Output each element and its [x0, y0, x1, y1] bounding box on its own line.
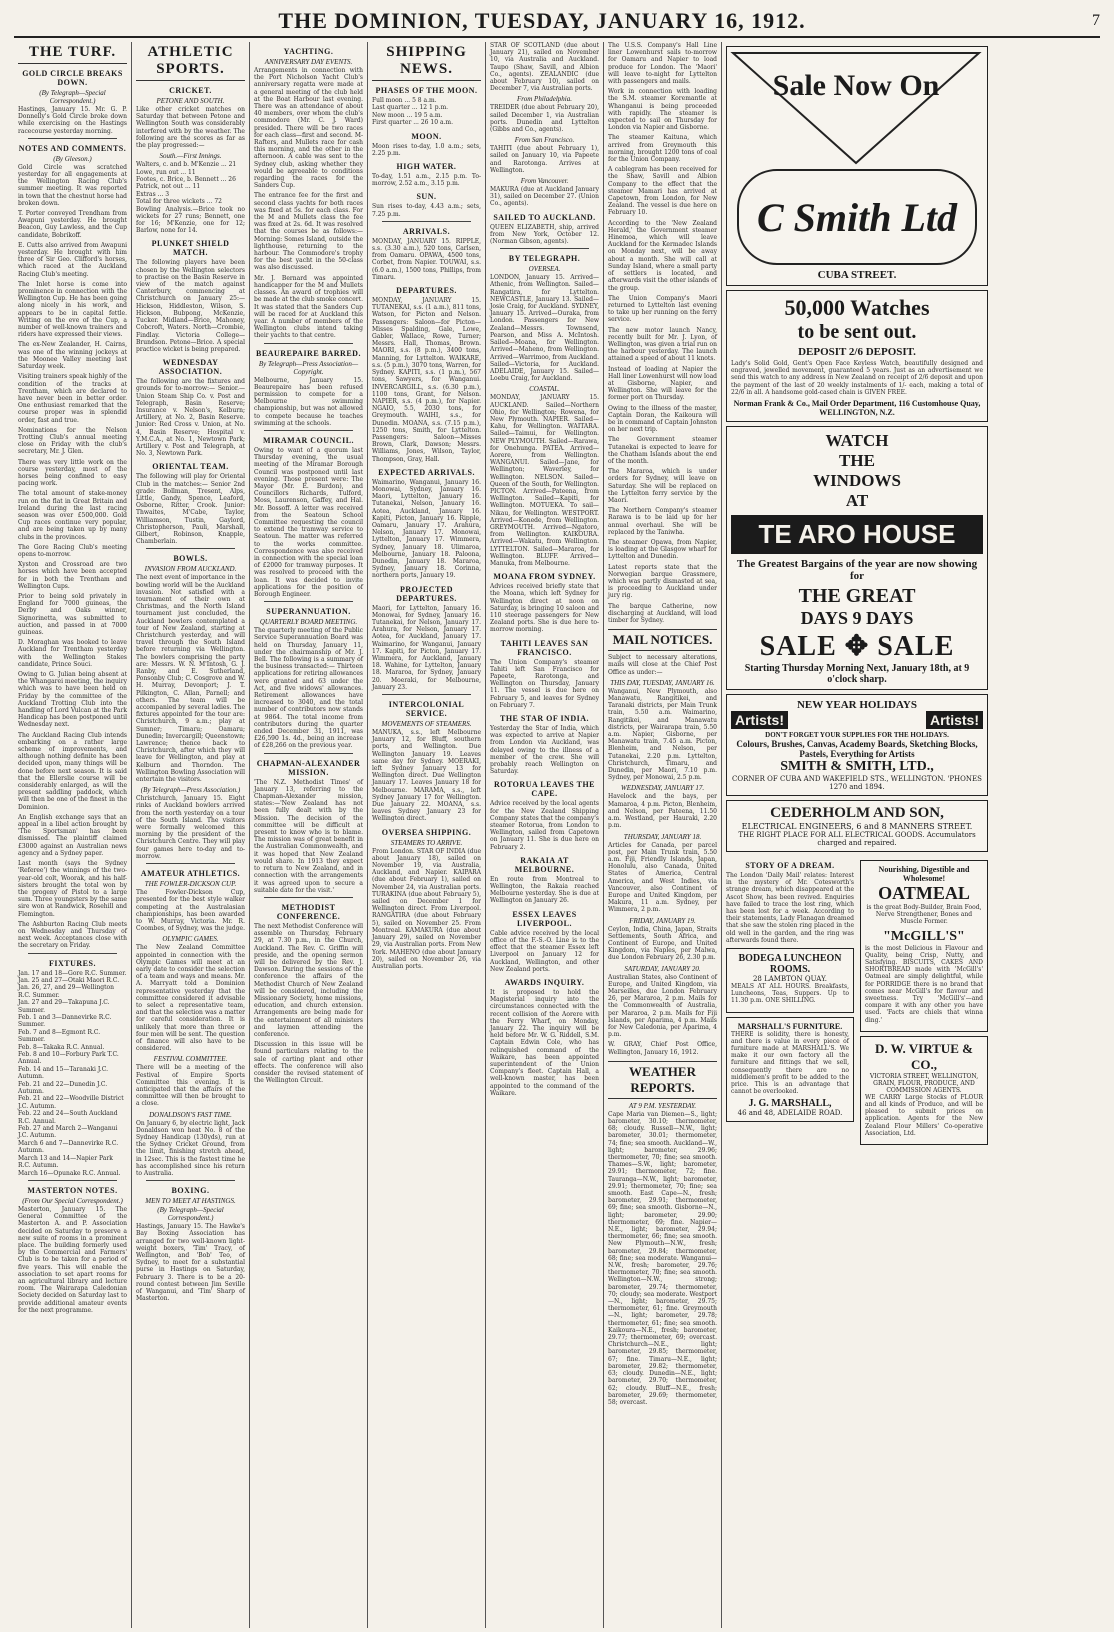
list-item: Feb. 7 and 8—Egmont R.C. Summer. — [18, 1028, 101, 1044]
divider — [264, 897, 353, 898]
headline-wednesday: WEDNESDAY ASSOCIATION. — [158, 358, 223, 377]
ad-artists — [726, 694, 988, 796]
list-item: Feb. 22 and 24—South Auckland R.C. Annual. — [18, 1110, 118, 1125]
artists-left: Artists! — [731, 711, 788, 729]
article-text: Christchurch, January 15. Eight rinks of Auckland bowlers arrived from the north yesterday on a tour of the South Island. The visitors were formally welcomed this morning by the president of the Christchurch Centre. They will play four games here to-day and to-morrow. — [136, 795, 245, 860]
headline-bowls: BOWLS. — [173, 554, 208, 564]
headline-rotorua: ROTORUA LEAVES THE CAPE. — [493, 780, 596, 799]
article-text: A cablegram has been received for the Shaw, Savill and Albion Company to the effect that the steamer Mamari has arrived at Capetown, from London, for New Zealand. The vessel is due here on February 10. — [608, 166, 717, 217]
headline-expected: EXPECTED ARRIVALS. — [378, 467, 475, 477]
oatmeal-text: is the great Body-Builder, Brain Food, Nerve Strengthener, Bones and Muscle Former. — [866, 904, 982, 926]
ad-subcolumn-right — [860, 856, 988, 1149]
article-text: The steamer Kaituna, which arrived from Greymouth this morning, brought 1200 tons of coal for the Union Company. — [608, 134, 717, 164]
headline-departures: DEPARTURES. — [396, 286, 457, 296]
headline-arrivals: ARRIVALS. — [402, 226, 451, 236]
article-text: Moon rises to-day, 1.0 a.m.; sets, 2.25 p.m. — [372, 142, 481, 157]
article-text: Owing to G. Julian being absent at the Whangarei meeting, the inquiry which was to have been held on Friday by the committee of the Auckland Trotting Club into the handling of Lord Vulcan at the Park Handicap has been postponed until Wednesday next. — [18, 671, 127, 729]
article-text: The next event of importance in the bowling world will be the Auckland invasion. Not satisfied with a tournament of their own at Christmas, and the North Island tournament just concluded, the Auckland bowlers contemplated a tour of New Zealand, starting at Christchurch yesterday, and will travel through the South Island before returning via Wellington. The bowlers comprising the party are: Messrs. W. N. M'Intosh, G. J. Ranby, and E. Sutherland, Ponsonby Club; C. Cosgrove and W. H. Murray, Devonport; J. T. Pilkington, C. Allan, Parnell; and others. The team will be accompanied by several ladies. The fixtures appointed for the tour are: Christchurch, 9 a.m.; play at Sumner; Timaru; Oamaru; Dunedin; Invercargill; Queenstown; Lawrence; thence back to Christchurch, after which they will leave for Wellington, and play at Kelburn and Thorndon. The Wellington Bowling Association will entertain the visitors. — [136, 574, 245, 784]
list-item: Jan. 17 and 18—Gore R.C. Summer. — [18, 969, 127, 977]
subheadline: ANNIVERSARY DAY EVENTS. — [264, 58, 353, 66]
section-title-shipping: SHIPPING NEWS. — [372, 44, 481, 81]
article-text: The next Methodist Conference will assemble on Thursday, February 29, at 7.30 p.m., in the Church, Auckland. The Rev. C. Griffin will preside, and the opening sermon will be delivered by the Rev. J. Dawson. During the sessions of the conference the affairs of the Methodist Church of New Zealand will be considered, including the Missionary Society, home missions, education, and church extension. Arrangements are being made for the entertainment of all ministers and laymen attending the conference. — [254, 922, 364, 1038]
smith-logo-text: C Smith Ltd — [756, 194, 958, 240]
sale-sale: SALE ✥ SALE — [759, 631, 955, 663]
article-text: MANUKA, s.s., left Melbourne January 12, for Bluff, southern ports, and Wellington. Due Wellington January 19. Leaves same day for Sydney. MOERAKI, left Sydney January 13 for Wellington direct. Due Wellington January 17. Leaves January 18 for Melbourne. MARAMA, s.s., left Sydney January 17 for Wellington. Due January 22. MOANA, s.s. leaves Sydney January 23 for Wellington direct. — [372, 729, 481, 823]
article-text: The Union Company's Maori returned to Lyttelton last evening to take up her running on the ferry service. — [608, 294, 717, 324]
divider — [28, 1180, 117, 1181]
list-item: First quarter ... 26 10 a.m. — [372, 119, 454, 127]
headline-moana: MOANA FROM SYDNEY. — [493, 572, 596, 582]
column-shipping-cont — [486, 42, 604, 1628]
bodega-address: 28 LAMBTON QUAY. — [752, 975, 828, 984]
article-text: D. Moraghan was booked to leave Auckland for Trentham yesterday with the Wellington Stakes candidate, Prince Souci. — [18, 639, 127, 668]
divider — [146, 1180, 235, 1181]
article-text: The Government steamer Tutanekai is expected to leave for the Chatham Islands about the end of the month. — [608, 436, 717, 465]
article-text: Advices received briefly state that the Moana, which left Sydney for Wellington direct at noon on Saturday, is bringing 10 saloon and 110 steerage passengers for New Zealand ports. She is due here to-morrow morning. — [490, 583, 599, 634]
cederholm-text2: THE RIGHT PLACE FOR ALL ELECTRICAL GOODS. Accumulators charged and repaired. — [738, 831, 976, 848]
ad-oatmeal — [860, 860, 988, 1032]
weather-title: WEATHER REPORTS. — [608, 1061, 717, 1099]
article-text: The barque Catherine, now discharging at Auckland, will load timber for Sydney. — [608, 602, 717, 625]
subheadline: QUARTERLY BOARD MEETING. — [259, 618, 358, 627]
article-text: MONDAY, JANUARY 15. TUTANEKAI, s.s. (1 a.m.), 811 tons, Watson, for Picton and Nelson. Passengers: Saloon—for Picton—Misses Spalding, Gale, Lowe, Gabler, Wallace, Rowe, Turner; Messrs. Hall, Thomas, Brown. MAORI, s.s. (8 p.m.), 3400 tons, Manning, for Lyttelton. WAIKARE, s.s. (5 p.m.), 3070 tons, Warren, for Sydney. KAPITI, s.s. (1 p.m.), 567 tons, Sawyers, for Wanganui. INVERCARGILL, s.s. (6.30 p.m.), 1100 tons, Grant, for Nelson. NAPIER, s.s. (4 p.m.), for Napier. NGAIO, 5.5, 2030 tons, for Greymouth. WAIHI, s.s., for Dunedin. MOANA, s.s. (7.15 p.m.), 1250 tons, Smith, for Lyttelton. Passengers: Saloon—Misses Brown, Clark, Dawson; Messrs. Williams, Jones, Wilson, Taylor, Thompson, Gray, Hall. — [372, 297, 481, 463]
subheadline: OLYMPIC GAMES. — [162, 935, 219, 944]
article-text: STAR OF SCOTLAND (due about January 21), sailed on November 10, via Australia and Auckland. Taupo (Shaw, Savill, and Albion Co., agents). ZEALANDIC (due about February 10), sailed on December 7, via Australian ports. — [490, 42, 599, 93]
article-text: Yesterday the Star of India, which was expected to arrive at Napier from London via Auckland, was delayed owing to the illness of a member of the crew. She will probably reach Wellington on Saturday. — [490, 725, 599, 776]
cederholm-firm: CEDERHOLM AND SON, — [770, 805, 944, 822]
ad-marshall — [726, 1017, 854, 1123]
score-line: Total for three wickets ... 72 — [136, 198, 222, 206]
smith-smith-firm: SMITH & SMITH, LTD., — [780, 759, 934, 775]
divider — [264, 343, 353, 344]
article-text: Nominations for the Nelson Trotting Club's annual meeting close on Friday with the club's secretary, Mr. J. Glen. — [18, 426, 127, 456]
subheadline: COASTAL. — [529, 385, 560, 394]
section-title-turf: THE TURF. — [18, 44, 127, 64]
ad-smith-sale — [726, 46, 988, 286]
subheadline: From Vancouver. — [520, 177, 569, 186]
column-turf — [14, 42, 132, 1628]
mail-notices-title: MAIL NOTICES. — [608, 629, 717, 651]
article-text: Sun rises to-day, 4.43 a.m.; sets, 7.25 p.m. — [372, 203, 481, 218]
article-text: From London. STAR OF INDIA (due about January 18), sailed on November 19, via Australia, Auckland, and Napier. KAIPARA (due about February 1), sailed on November 24, via Australian ports. TURAKINA (due about February 5), sailed on December 1 for Wellington direct. From Liverpool. RANGATIRA (due about February 5), sailed on November 25. From Montreal. KAMAKURA (due about January 29), sailed on November 29, via Australian ports. From New York. MAHENO (due about January 20), sailed on November 26, via Australian ports. — [372, 847, 482, 970]
sale-banner — [727, 47, 987, 167]
headline-methodist: METHODIST CONFERENCE. — [276, 902, 341, 921]
article-text: The Fowler-Dickson Cup, presented for the best style walker competing at the Australasian championships, has been awarded to W. Murray, Victoria. Mr. R. Coombes, of Sydney, was the judge. — [136, 889, 245, 933]
headline-overseas: OVERSEA SHIPPING. — [381, 827, 472, 837]
watches-deposit: DEPOSIT 2/6 DEPOSIT. — [798, 346, 916, 358]
list-item: Full moon ... 5 8 a.m. — [372, 97, 437, 104]
article-text: Mr. J. Bernard was appointed handicapper for the M and Mullets classes. An award of trophies will be made at the club smoke concert. It was stated that the Sanders Cup will be raced for at Auckland this year. A number of members of the Wellington clubs intend taking their yachts to that centre. — [254, 274, 363, 340]
byline: (By Telegraph—Special Correspondent.) — [39, 89, 106, 105]
article-text: The following are the fixtures and grounds for to-morrow:— Senior.—Union Steam Ship Co. v. Post and Telegraph, Basin Reserve; Insurance v. Nelson's, Kelburn; Artillery, at No. 2, Basin Reserve. Junior: Red Cross v. Union, at No. 4, Basin Reserve; Hospital v. Y.M.C.A., at No. 1, Newtown Park; Artillery v. Post and Telegraph, at No. 3, Newtown Park. — [136, 378, 245, 458]
divider — [382, 221, 471, 222]
headline-tides: HIGH WATER. — [396, 162, 457, 172]
column-athletics — [132, 42, 250, 1628]
subheadline: INVASION FROM AUCKLAND. — [144, 565, 237, 574]
artists-reminder: DON'T FORGET YOUR SUPPLIES FOR THE HOLIDAYS. — [765, 731, 949, 740]
watches-firm: Norman Frank & Co., Mail Order Department, 116 Customhouse Quay, WELLINGTON, N.Z. — [733, 399, 981, 418]
article-text: The U.S.S. Company's Hall Line liner Lowenhurst sails to-morrow for Oamaru and Napier to load produce for London. The 'Maori' will leave to-night for Lyttelton with passengers and mails. — [608, 42, 717, 86]
artists-right: Artists! — [926, 711, 983, 729]
article-text: Arrangements in connection with the Port Nicholson Yacht Club's anniversary regatta were made at a general meeting of the club held at the Boat Harbour last evening. There was an attendance of about 40 members, over whom the club's commodore (Mr. C. J. Ward) presided. There will be two races for each class—first and second. M-Rafters, and Mullets race for cash this morning, and the other in the afternoon. A cable was sent to the Sydney club, asking whether they would be agreeable to conditions regarding the races for the Sanders Cup. — [254, 67, 363, 190]
subheadline: THURSDAY, JANUARY 18. — [623, 832, 702, 841]
headline-cricket: CRICKET. — [169, 86, 212, 95]
story-headline: STORY OF A DREAM. — [745, 861, 835, 871]
article-text: Prior to being sold privately in England for 7000 guineas, the Derby and Oaks winner, Signorinetta, was submitted to auction, and passed in at 7000 guineas. — [18, 592, 127, 636]
list-item: Feb. 8—Takaka R.C. Annual. — [18, 1043, 105, 1051]
score-list — [136, 161, 245, 205]
oatmeal-tagline: Nourishing, Digestible and Wholesome! — [878, 865, 970, 884]
byline: (By Telegraph—Press Association.) — [140, 786, 241, 795]
article-text: It is proposed to hold the Magisterial inquiry into the circumstances connected with the recent collision of the Aorere with the Ferry Wharf, on Monday, January 22. The inquiry will be held before Mr. W. G. Riddell, S.M. Captain Edwin Cole, who has relinquished command of the Waikare, has been appointed superintendent of the Union Company's fleet. Captain Hall, a well-known master, has been appointed to the command of the Waikare. — [490, 988, 599, 1097]
article-text: Hastings, January 15. Mr. G. P. Donnelly's Gold Circle broke down while exercising on the Hastings racecourse yesterday morning. — [18, 106, 127, 135]
article-text: To-day, 1.51 a.m., 2.15 p.m. To-morrow, 2.52 a.m., 3.15 p.m. — [372, 173, 481, 188]
subheadline: From Philadelphia. — [517, 95, 572, 104]
divider — [382, 694, 471, 695]
column-advertisements — [722, 42, 992, 1628]
article-text: Last month (says the Sydney 'Referee') the winnings of the two-year-old colt, Woorak, and his half-sisters brought the total won by the progeny of Pistol to a large sum. Three youngsters by the same sire won at Randwick, Rosehill and Flemington. — [18, 860, 127, 918]
headline-phases: PHASES OF THE MOON. — [375, 86, 478, 95]
mcgills-brand: "McGILL'S" — [883, 928, 965, 944]
headline-masterton: MASTERTON NOTES. — [27, 1185, 118, 1195]
headline-yachting: YACHTING. — [283, 47, 334, 56]
oatmeal-heading: OATMEAL — [878, 883, 970, 904]
headline-chapman: CHAPMAN-ALEXANDER MISSION. — [256, 758, 361, 777]
byline: (By Gleeson.) — [53, 154, 92, 163]
headline-sun: SUN. — [416, 192, 437, 202]
article-text: Owing to want of a quorum last Thursday evening, the usual meeting of the Miramar Borough Council was postponed until last evening. Those present were: The Mayor (Mr. E. Burdon), and Councillors Richards, Tulford, Moss, Laurenson, Gaffey, and Hal. Mr. Bossoff. A letter was received from the Seatoun School Committee requesting the council to extend the tramway service to Seatoun. The matter was referred to the works committee. Correspondence was also received in connection with the special loan of £2000 for tramway purposes. It was resolved to proceed with the loan. It was decided to invite applications for the position of Borough Engineer. — [254, 446, 363, 598]
article-text: The New Zealand Committee appointed in connection with the Olympic Games will meet at an early date to consider the selection of a team and ways and means. Mr. A. Marryatt told a Dominion representative yesterday that the committee considered it advisable to select a representative team, and that the selection was a matter for careful consideration. It is unlikely that more than three or four men will be sent. The question of finance will also have to be considered. — [136, 944, 245, 1053]
headline-rakaia: RAKAIA AT MELBOURNE. — [514, 855, 575, 874]
score-line: Walters, c. and b. M'Kenzie ... 21 — [136, 161, 237, 169]
article-text: Discussion in this issue will be found particulars relating to the sale of carting plant and other effects. The conference will also consider the revised statement of the Wellington Circuit. — [254, 1041, 363, 1085]
artists-row — [731, 711, 983, 729]
bodega-text: MEALS AT ALL HOURS. Breakfasts, Luncheons, Teas, Suppers. Up to 11.30 p.m. ONE SHILLING. — [731, 983, 849, 1005]
subheadline: SATURDAY, JANUARY 20. — [624, 964, 701, 973]
bargains-text: The Greatest Bargains of the year are now showing for — [736, 558, 978, 583]
list-item: Feb. 1 and 3—Dannevirke R.C. Summer. — [18, 1013, 112, 1029]
article-text: Latest reports state that the Norwegian barque Grassmere, which was partly dismasted at sea, is proceeding to Auckland under jury rig. — [608, 563, 717, 600]
article-text: MAKURA (due at Auckland January 31), sailed on December 27. (Union Co., agents). — [490, 186, 599, 208]
article-text: Instead of loading at Napier the Hall liner Lowenhurst will now load at Gisborne, Napier, and Wellington. She will leave for the former port on Thursday. — [608, 365, 717, 402]
list-item: New moon ... 19 5 a.m. — [372, 111, 443, 119]
divider — [28, 138, 117, 139]
subheadline: South.—First Innings. — [159, 152, 222, 161]
article-text: TREIDER (due about February 20), sailed December 1, via Australian ports. Dunedin and Lyttelton (Gibbs and Co., agents). — [490, 104, 599, 134]
watches-subheadline: to be sent out. — [797, 321, 917, 343]
article-text: The Auckland Racing Club intends embarking on a rather large scheme of improvements, and although nothing definite has been decided upon, many things will be done before next season. It is said that the Ellerslie course will be considerably enlarged, as will the present saddling paddock, which will then be one of the finest in the Dominion. — [18, 731, 127, 811]
list-item: March 16—Opunake R.C. Annual. — [18, 1169, 121, 1177]
article-text: The steamer Opawa, from Napier, is loading at the Glasgow wharf for Lyttelton and Dunedin. — [608, 539, 717, 561]
list-item: Jan. 25 and 27—Otaki Maori R.C. — [18, 976, 120, 984]
masthead — [14, 6, 1100, 38]
nine-days: DAYS 9 DAYS — [800, 608, 914, 629]
holidays-heading: NEW YEAR HOLIDAYS — [796, 699, 917, 712]
headline-star-of-india: THE STAR OF INDIA. — [499, 714, 589, 724]
article-text: The Ashburton Racing Club meets on Wednesday and Thursday of next week. Acceptances close with the secretary on Friday. — [18, 920, 127, 950]
article-text: Work in connection with loading the S.M. steamer Koremantle at Whanganui is being proceeded with rapidly. The steamer is expected to sail on Thursday for London via Napier and Gisborne. — [608, 88, 717, 132]
subheadline: From San Francisco. — [514, 136, 575, 145]
starting-text: Starting Thursday Morning Next, January 18th, at 9 o'clock sharp. — [744, 663, 970, 686]
ad-te-aro-house — [726, 426, 988, 690]
masthead-title: THE DOMINION, TUESDAY, JANUARY 16, 1912. — [278, 8, 806, 33]
article-text: TAHITI (due about February 1), sailed on January 10, via Papeete and Rarotonga. Arrives at Wellington. — [490, 145, 599, 174]
virtue-text: WE CARRY Large Stocks of FLOUR and all kinds of Produce, and will be pleased to submit prices on application. Agents for the New Zealand Flour Millers' Co-operative Association, Ltd. — [865, 1093, 983, 1137]
article-text: The Mararoa, which is under orders for Sydney, will leave on Saturday. She will be replaced on the Lyttelton ferry service by the Maori. — [608, 468, 717, 504]
headline-moon: MOON. — [411, 131, 442, 141]
article-text: Articles for Canada, per parcel post, per Main Trunk train, 5.50 a.m. Fiji, Friendly Islands, Japan, Honolulu, also Canada, United States of America, Central America, and West Indies, via Vancouver, also Continent of Europe and United Kingdom, per Makura, 11 a.m. Sydney, per Wimmera, 2 p.m. — [608, 841, 717, 914]
headline-oriental: ORIENTAL TEAM. — [152, 462, 229, 472]
article-text: Ceylon, India, China, Japan, Straits Settlements, South Africa, and Continent of Europe, and United Kingdom, via Naples, per Malwa, due London February 26, 2.30 p.m. — [608, 925, 717, 962]
list-item: Feb. 27 and March 2—Wanganui J.C. Autumn. — [18, 1125, 118, 1140]
article-text: Melbourne, January 15. Beaurepaire has been refused permission to compete for a Melbourne swimming championship, but was not allowed to compete because he teaches swimming at the schools. — [254, 376, 363, 427]
score-line: Patrick, not out ... 11 — [136, 183, 201, 191]
article-text: Wanganui, New Plymouth, also Manawatu, Rangitikei, and Taranaki districts, per Main Trunk train, 5.50 a.m. Waimarino, Rangitikei, and Manawatu districts, per Wairarapa train, 5.50 a.m. Napier, Gisborne, per Manawatu train, 7.45 a.m. Picton, Blenheim, and Nelson, per Tutanekai, 2.20 p.m. Lyttelton, Christchurch, Timaru, and Dunedin, per Maori, 7.10 p.m. Sydney, per Monowai, 2.5 p.m. — [608, 687, 717, 782]
article-text: There was very little work on the course yesterday, most of the horses being confined to easy pacing work. — [18, 458, 127, 488]
score-line: Lowe, run out ... 11 — [136, 168, 196, 176]
ad-bodega — [726, 948, 854, 1013]
headline-amateur: AMATEUR ATHLETICS. — [140, 869, 241, 879]
article-text: MONDAY, JANUARY 15. RIPPLE, s.s. (3.30 a.m.), 520 tons, Carlsen, from Oamaru. OPAWA, 4500 tons, Corbet, from Napier. TOUWAI, s.s. (6.0 a.m.), 1500 tons, Phillips, from Timaru. — [372, 237, 481, 281]
subheadline: THIS DAY, TUESDAY, JANUARY 16. — [610, 678, 715, 687]
smith-logo — [737, 169, 977, 265]
column-notes-mail — [604, 42, 722, 1628]
article-text: Xyston and Crossroad are two horses which have been accepted for in both the Trentham and Wellington Cups. — [18, 561, 127, 590]
article-text: Havelock and the bays, per Mamaroa, 4 p.m. Picton, Blenheim, and Nelson, per Pateena, 11.50 a.m. Westland, per Hauraki, 2.20 p.m. — [608, 793, 717, 830]
score-line: Extras ... 3 — [136, 190, 170, 198]
list-item: Feb. 21 and 22—Woodville District J.C. Autumn. — [18, 1095, 124, 1110]
column-shipping — [368, 42, 486, 1628]
subheadline: DONALDSON'S FAST TIME. — [149, 1110, 232, 1119]
marshall-address: 46 and 48, ADELAIDE ROAD. — [737, 1109, 843, 1118]
article-text: The new motor launch Nancy, recently built for Mr. J. Lyon, of Wellington, was given a trial run on the harbour yesterday. The launch attained a speed of about 11 knots. — [608, 326, 717, 363]
article-text: Advice received by the local agents for the New Zealand Shipping Company states that the company's steamer Rotorua, from London to Wellington, sailed from Capetown on January 11. She is due here on February 2. — [490, 800, 599, 851]
headline-miramar: MIRAMAR COUNCIL. — [262, 435, 355, 445]
article-text: The following will play for Oriental Club in the matches:— Senior 2nd grade: Bollman, Tresent, Alps, Little, Gandy, Spence, Leaford, Osborne, Ritter, Crook. Junior: Thwaites, M'Cabe, Taylor, Williamson, Tustin, Gaylord, Christopherson, Pauli, Marshall, Gilbert, Robinson, Knapple, Chamberlain. — [136, 473, 245, 546]
divider — [264, 601, 353, 602]
headline-gold-circle: GOLD CIRCLE BREAKS DOWN. — [22, 69, 123, 87]
subheadline: WEDNESDAY, JANUARY 17. — [620, 784, 705, 793]
article-text: Gold Circle was scratched yesterday for all engagements at the Wellington Racing Club's summer meeting. It was reported in town that the chestnut horse had broken down. — [18, 163, 128, 207]
the-great: THE GREAT — [798, 585, 916, 608]
cederholm-text: ELECTRICAL ENGINEERS, 6 and 8 MANNERS STREET. — [741, 822, 973, 832]
sale-now-on-text: Sale Now On — [772, 69, 940, 102]
article-text: The ex-New Zealander, H. Cairns, was one of the winning jockeys at the Moonee Valley meeting last Saturday week. — [18, 341, 127, 371]
article-text: Bowling Analysis.—Brice took no wickets for 27 runs; Bennett, one for 16; M'Kenzie, one for 12; Barlow, none for 14. — [136, 205, 245, 235]
watch-windows: WATCH THE WINDOWS AT — [813, 431, 901, 511]
article-text: On January 6, by electric light, Jack Donaldson won heat No. 8 of the Sydney Handicap (130yds), run at the Sydney Cricket Ground, from the limit, finishing stretch ahead, in 12sec. This is the fastest time he has accomplished since his return to Australia. — [136, 1119, 245, 1177]
article-text: The entrance fee for the first and second class yachts for both races was fixed at 5s. for each class. For the M and Mullets class the fee was fixed at 2s. 6d. It was resolved that the courses be as follows:—Morning: Somes Island, outside the lighthouse, returning to the harbour. The Commodore's trophy for the best yacht in the 50-class was also discussed. — [254, 192, 363, 272]
article-text: MONDAY, JANUARY 15. AUCKLAND. Sailed—Northern Ohio, for Wellington; Rowena, for New Plymouth. NAPIER. Sailed—Kahu, for Wellington. WAITARA. Sailed—Taimui, for Wellington. NEW PLYMOUTH. Sailed—Rarawa, for Onehunga. PATEA. Arrived—Aorere, from Wellington. WANGANUI. Sailed—Jane, for Wellington; Waverley, for Wellington. NELSON. Sailed—Queen of the South, for Wellington. PICTON. Arrived—Pateena, from Wellington. Sailed—Kapiti, for Wellington. MOTUEKA. To sail—Nikau, for Wellington. WESTPORT. Arrived—Konede, from Wellington. GREYMOUTH. Arrived—Ngatoro, from Wellington. KAIKOURA. Arrived—Wakatu, from Wellington. LYTTELTON. Sailed—Mararoa, for Wellington. BLUFF. Arrived—Manuka, from Melbourne. — [490, 394, 599, 567]
ad-subcolumn-left — [726, 856, 854, 1149]
article-text: Subject to necessary alterations, mails will close at the Chief Post Office as under:— — [608, 654, 717, 676]
divider — [146, 863, 235, 864]
article-text: An English exchange says that an appeal in a libel action brought by 'The Sportsman' has been dismissed. The plaintiff claimed £3000 against an Australian news agency and a Sydney paper. — [18, 813, 127, 857]
subheadline: MOVEMENTS OF STEAMERS. — [381, 720, 472, 729]
headline-notes: NOTES AND COMMENTS. — [18, 143, 127, 153]
list-item: Jan. 26, 27, and 29—Wellington R.C. Summer. — [18, 984, 114, 999]
section-title-athletics: ATHLETIC SPORTS. — [136, 44, 245, 81]
cuba-street: CUBA STREET. — [817, 269, 897, 281]
divider — [146, 548, 235, 549]
subheadline: PETONE AND SOUTH. — [156, 97, 225, 105]
article-text: The Gore Racing Club's meeting opens to-morrow. — [18, 543, 127, 558]
list-item: March 6 and 7—Dannevirke R.C. Autumn. — [18, 1139, 119, 1155]
subheadline: STEAMERS TO ARRIVE. — [390, 838, 463, 847]
watches-text: Lady's Solid Gold, Gent's Open Face Keyless Watch, beautifully designed and engraved, jewelled movement, guaranteed 5 years. Just as an advertisement we send this watch to any address in New Zealand on receipt of 2/6 deposit and upon the payment of the last of 20 weekly instalments of 1/- each, making a total of 22/6 in all. A handsome gold-cased chain is GIVEN FREE. — [731, 360, 983, 396]
article-text: W. GRAY, Chief Post Office, Wellington, January 16, 1912. — [608, 1041, 717, 1056]
subheadline: OVERSEA. — [528, 265, 561, 274]
article-text: The Inlet horse is come into prominence in connection with the Wellington Cup. He has been going along nicely in his work, and appears to be in capital fettle. Writing on the eve of the Cup, a number of well-known trainers and riders have expressed their views. — [18, 280, 127, 339]
byline: By Telegraph—Press Association—Copyright. — [258, 359, 359, 376]
headline-tahiti: TAHITI LEAVES SAN FRANCISCO. — [500, 638, 589, 657]
page-number: 7 — [1092, 12, 1100, 29]
article-text: LONDON, January 15. Arrived—Athenic, from Wellington. Sailed—Rangatira, for Lyttelton. NEWCASTLE, January 13. Sailed—Josie Craig, for Auckland. SYDNEY, January 15. Arrived—Ouraka, from London. Passengers for New Zealand—Messrs. Townsend, Pearson, and Miss A. McIntosh. Sailed—Moana, for Wellington. Arrived—Maheno, from Wellington. Arrived—Warrimoo, from Auckland. Sailed—Victoria, for Auckland. ADELAIDE, January 15. Sailed—Loebu Craig, for Auckland. — [490, 274, 599, 383]
article-text: QUEEN ELIZABETH, ship, arrived from New York, October 12. (Norman Gibson, agents). — [490, 223, 599, 246]
list-item: Feb. 8 and 10—Forbury Park T.C. Annual. — [18, 1051, 119, 1066]
marshall-text: THERE is solidity, there is honesty, and there is value in every piece of furniture made at MARSHALL'S. We make it our own factory all the furniture and fittings that we sell, consequently there are no middlemen's profit to be added to the price. This is an advantage that cannot be overlooked. — [731, 1030, 849, 1096]
ad-cederholm — [726, 800, 988, 852]
virtue-firm: D. W. VIRTUE & CO., — [875, 1040, 973, 1072]
article-text: Hastings, January 15. The Hawke's Bay Boxing Association has arranged for two well-known light-weight boxers, 'Tim' Tracy, of Wellington, and 'Bob' Teo, of Sydney, to meet for a substantial purse in Hastings on Saturday, February 3. There is to be a 20-round contest between Jim Seville of Wanganui, and 'Tim' Sharp of Masterton. — [136, 1223, 245, 1303]
article-text: Masterton, January 15. The General Committee of the Masterton A. and P. Association decided on Saturday to preserve a new suite of rooms in a prominent place. The building formerly used by the Commercial and Farmers' Club is to be taken for a period of five years. This will enable the association to set apart rooms for an agricultural library and lecture room. The Wairarapa Caledonian Society decided on Saturday last to provide additional amateur events for the next programme. — [18, 1205, 127, 1314]
score-line: Footes, c. Brice, b. Bennett ... 26 — [136, 176, 236, 184]
sale-triangle-graphic — [727, 47, 985, 167]
ad-watches — [726, 290, 988, 422]
byline: (By Telegraph—Special Correspondent.) — [157, 1206, 224, 1223]
article-text: According to the 'New Zealand Herald,' the Government steamer Hinemoa, which will leave Auckland for the Kermadec Islands on Monday next, will be away about a month. She will call at Sunday Island, where a small party of settlers is located, and afterwards visit the other islands of the group. — [608, 219, 717, 292]
moon-phases-list — [372, 97, 481, 127]
artists-supplies: Colours, Brushes, Canvas, Academy Boards, Sketching Blocks, Pastels, Everything for Artists — [736, 739, 978, 760]
article-text: Owing to the illness of the master, Captain Doran, the Kaikoura will be in command of Captain Johnston on her next trip. — [608, 404, 717, 434]
headline-superannuation: SUPERANNUATION. — [266, 607, 351, 617]
article-text: The total amount of stake-money run on the flat in Great Britain and Ireland during the last racing season was over £500,000. Gold Cup races continue very popular, and are being taken up by many clubs in the provinces. — [18, 490, 127, 541]
bodega-name: BODEGA LUNCHEON ROOMS. — [738, 953, 842, 976]
subheadline: THE FOWLER-DICKSON CUP. — [144, 880, 237, 889]
ad-subcolumns — [726, 856, 988, 1149]
divider — [500, 248, 589, 249]
article-text: The Union Company's steamer Tahiti left San Francisco for Papeete, Rarotonga, and Wellington on Thursday, January 11. The vessel is due here on February 5, and leaves for Sydney on February 7. — [490, 658, 599, 709]
headline-projected: PROJECTED DEPARTURES. — [396, 584, 457, 603]
article-text: 'The N.Z. Methodist Times' of January 13, referring to the Chapman-Alexander mission, states:—'New Zealand has not been fully dealt with by the Mission. The decision of the committee will be difficult at present to know who is to blame. The mission was of great benefit in the Australian Commonwealth, and it was hoped that New Zealand would share. In 1913 they expect to return to New Zealand, and in connection with the arrangements it was agreed upon to secure a suitable date for the visit.' — [254, 778, 363, 894]
list-item: Feb. 21 and 22—Dunedin J.C. Autumn. — [18, 1080, 108, 1096]
article-text: T. Porter conveyed Trendham from Awapuni yesterday. He brought Beacon, Guy Lawless, and the Cup candidate, Bobrikoff. — [18, 210, 127, 239]
marshall-headline: MARSHALL'S FURNITURE. — [737, 1021, 843, 1031]
article-text: The quarterly meeting of the Public Service Superannuation Board was held on Thursday, January 11, under the chairmanship of Mr. J. Bell. The following is a summary of the business transacted:— Thirteen applications for retiring allowances were granted and 63 under the Act, and five widows' allowances. Retirement allowances have increased to 3040, and the total number of contributors now stands at 9864. The total income from contributors during the quarter ended December 31, 1911, was £26,590 1s. 4d., being an increase of £28,266 on the previous year. — [254, 627, 363, 750]
article-text: Like other cricket matches on Saturday that between Petone and Wellington South was considerably interfered with by the weather. The following are the scores as far as the play progressed:— — [136, 106, 245, 150]
headline-sailed: SAILED TO AUCKLAND. — [493, 212, 596, 222]
story-text: The London 'Daily Mail' relates: Interest in the mystery of Mr. Cotesworth's strange dream, which disappeared at the Ascot Show, has been revived. Enquiries have failed to trace the lost ring, which has been lost for a week. According to their statements, Lady Flanagan dreamed that she saw the stolen ring placed in the old well in the garden, and the ring was afterwards found there. — [726, 872, 854, 944]
divider — [264, 753, 353, 754]
article-text: Visiting trainers speak highly of the condition of the tracks at Trentham, which are declared to have never been in better order. One enthusiast remarked that the course proper was in splendid order, fast and true. — [18, 373, 127, 424]
article-text: Waimarino, Wanganui, January 16. Monowai, Sydney, January 16. Maori, Lyttelton, January 16. Tutanekai, Nelson, January 16. Aotea, Auckland, January 16. Kapiti, Picton, January 16. Ripple, Oamaru, January 17. Arahura, Nelson, January 17. Monowai, Lyttelton, January 17. Wimmera, Sydney, January 18. Ulimaroa, Melbourne, January 18. Paloona, Dunedin, January 18. Mararoa, Sydney, January 18. Corinna, northern ports, January 19. — [372, 478, 481, 580]
columns — [14, 42, 1100, 1628]
headline-beaurepaire: BEAUREPAIRE BARRED. — [256, 348, 361, 358]
headline-boxing: BOXING. — [171, 1186, 210, 1196]
headline-fixtures: FIXTURES. — [49, 958, 96, 968]
smith-smith-address: CORNER OF CUBA AND WAKEFIELD STS., WELLINGTON. 'PHONES 1270 and 1894. — [732, 775, 982, 792]
marshall-firm: J. G. MARSHALL, — [748, 1098, 832, 1110]
article-text: The following players have been chosen by the Wellington selectors to practise on the Basin Reserve in view of the match against Canterbury, commencing at Christchurch on January 25:— Hickson, Hiddleston, Wilson, S. Hickson, Bubpong, McKenzie, Tucker. Midland—Brice, Mahoney, Cobcroft, Waters. North—Crombie, Findlay. Victoria College—Brundson. Petone—Brice. A special practice wicket is being prepared. — [136, 259, 245, 353]
subheadline: FRIDAY, JANUARY 19. — [629, 916, 696, 925]
fixtures-list — [18, 970, 127, 1177]
headline-awards: AWARDS INQUIRY. — [504, 977, 585, 987]
list-item: Last quarter ... 12 1 p.m. — [372, 104, 449, 112]
oatmeal-text2: is the most Delicious in Flavour and Quality, being Crisp, Nutty, and Satisfying. BISCUITS, CAKES AND SHORTBREAD made with 'McGill's' Oatmeal are simply delightful, while for PORRIDGE there is no brand that comes near McGill's for flavour and sweetness. Try 'McGill's'—and compare it with any other you have used. 'Facts are chiels that winna ding.' — [865, 944, 983, 1024]
subheadline: MEN TO MEET AT HASTINGS. — [145, 1197, 236, 1206]
column-yachting — [250, 42, 368, 1628]
divider — [264, 430, 353, 431]
article-text: Cable advice received by the local office of the F.-S.-O. Line is to the effect that the steamer Essex left Liverpool on January 12 for Auckland, Wellington, and other New Zealand ports. — [490, 929, 599, 973]
subheadline: AT 9 P.M. YESTERDAY. — [628, 1101, 697, 1110]
article-text: En route from Montreal to Wellington, the Rakaia reached Melbourne yesterday. She is due at Wellington on January 26. — [490, 875, 599, 905]
list-item: Feb. 14 and 15—Taranaki J.C. Autumn. — [18, 1065, 108, 1081]
article-text: There will be a meeting of the Festival of Empire Sports Committee this evening. It is anticipated that the affairs of the committee will then be brought to a close. — [136, 1064, 245, 1108]
virtue-address: VICTORIA STREET, WELLINGTON, GRAIN, FLOUR, PRODUCE, AND COMMISSION AGENTS. — [869, 1072, 979, 1094]
article-text: E. Cutts also arrived from Awapuni yesterday. He brought with him three of Sir Geo. Clifford's horses, which raced at the Auckland Racing Club's meeting. — [18, 241, 127, 278]
watches-headline: 50,000 Watches — [784, 295, 930, 320]
list-item: March 13 and 14—Napier Park R.C. Autumn. — [18, 1154, 113, 1170]
headline-essex: ESSEX LEAVES LIVERPOOL. — [512, 909, 577, 928]
headline-telegraph: BY TELEGRAPH. — [508, 254, 581, 264]
headline-plunket: PLUNKET SHIELD MATCH. — [151, 239, 230, 258]
byline: (From Our Special Correspondent.) — [22, 1196, 123, 1205]
ad-virtue — [860, 1036, 988, 1145]
article-text: Cape Maria van Diemen—S., light; barometer, 30.10; thermometer, 68; cloudy. Russell—N.W., light; barometer, 30.01; thermometer, 74; fine; sea smooth. Auckland—W., light; barometer, 29.96; thermometer, 70; fine; sea smooth. Thames—S.W., light; barometer, 29.91; thermometer, 72; fine. Tauranga—N.W., light; barometer, 29.91; thermometer, 70; fine; sea smooth. East Cape—N., fresh; barometer, 29.91; thermometer, 69; fine; sea smooth. Gisborne—N., light; barometer, 29.90; thermometer, 69; fine. Napier—N.E., light; barometer, 29.94; thermometer, 66; fine; sea smooth. New Plymouth—N.W., fresh; barometer, 29.84; thermometer, 68; fine; sea moderate. Wanganui—N.W., fresh; barometer, 29.76; thermometer, 70; fine; sea smooth. Wellington—N.W., strong; barometer, 29.74; thermometer, 70; cloudy; sea moderate. Westport—N., light; barometer, 29.75; thermometer, 61; fine. Greymouth—N., light; barometer, 29.78; thermometer, 61; fine; sea smooth. Kaikoura—N.E., fresh; barometer, 29.77; thermometer, 69; overcast. Christchurch—N.E., light; barometer, 29.85; thermometer, 67; fine. Timaru—N.E., light; barometer, 29.82; thermometer, 63; cloudy. Dunedin—N.E., light; barometer, 29.70; thermometer, 62; cloudy. Bluff—N.E., fresh; barometer, 29.69; thermometer, 58; overcast. — [608, 1110, 717, 1406]
article-text: Australian States, also Continent of Europe, and United Kingdom, via Marseilles, due London February 26, per Mararoa, 2 p.m. Mails for the Commonwealth of Australia, per Mararoa, 2 p.m. Mails for Fiji Islands, per Aparima, 4 p.m. Mails for New Caledonia, per Aparima, 4 p.m. — [608, 973, 717, 1039]
headline-intercolonial: INTERCOLONIAL SERVICE. — [388, 700, 465, 719]
subheadline: FESTIVAL COMMITTEE. — [153, 1055, 228, 1064]
list-item: Jan. 27 and 29—Takapuna J.C. Summer. — [18, 999, 110, 1014]
te-aro-house-banner: TE ARO HOUSE — [731, 515, 983, 554]
divider — [28, 953, 117, 954]
article-text: The Northern Company's steamer Rarawa is to be laid up for her annual overhaul. She will be replaced by the Taniwha. — [608, 507, 717, 536]
article-text: Maori, for Lyttelton, January 16. Monowai, for Sydney, January 16. Tutanekai, for Nelson, January 17. Arahura, for Nelson, January 17. Aotea, for Auckland, January 17. Waimarino, for Wanganui, January 17. Kapiti, for Picton, January 17. Wimmera, for Auckland, January 18. Wahine, for Lyttelton, January 18. Mararoa, for Sydney, January 20. Moeraki, for Melbourne, January 23. — [372, 604, 481, 691]
